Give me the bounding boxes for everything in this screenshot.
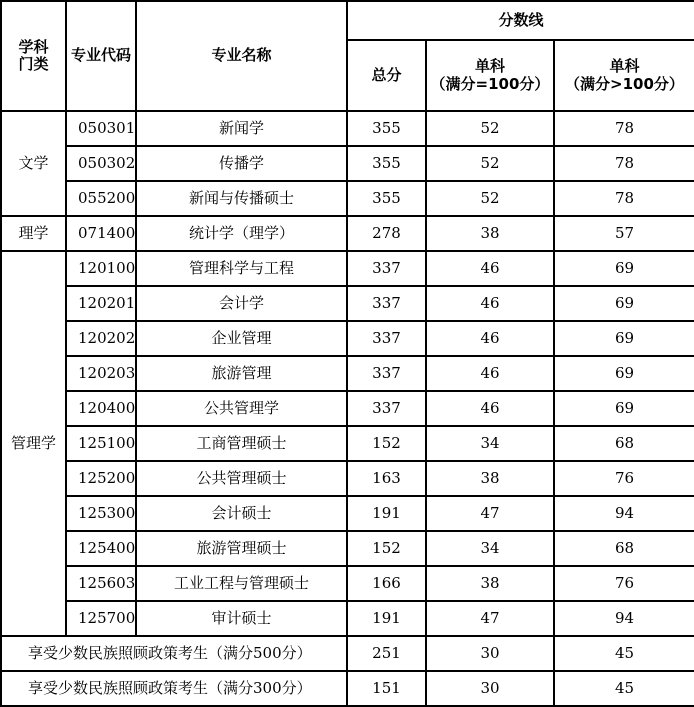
category-cell: 理学 [1, 216, 66, 251]
total-cell: 337 [347, 356, 426, 391]
table-row [1, 601, 694, 636]
total-cell: 152 [347, 531, 426, 566]
single-100-cell: 38 [426, 216, 554, 251]
table-row [1, 146, 694, 181]
header-row-1 [1, 1, 694, 40]
total-cell: 337 [347, 321, 426, 356]
header-code: 专业代码 [66, 1, 136, 111]
code-cell: 055200 [66, 181, 136, 216]
total-cell: 152 [347, 426, 426, 461]
name-cell: 统计学（理学） [136, 216, 347, 251]
header-single-over-100 [554, 40, 694, 111]
single-100-cell: 30 [426, 671, 554, 706]
name-cell: 审计硕士 [136, 601, 347, 636]
total-cell: 337 [347, 391, 426, 426]
single-100-cell: 52 [426, 111, 554, 146]
table-row [1, 216, 694, 251]
header-single-100-line2: （满分=100分） [430, 74, 550, 93]
single-over-100-cell: 57 [554, 216, 694, 251]
single-100-cell: 46 [426, 356, 554, 391]
header-single-100 [426, 40, 554, 111]
special-label-cell: 享受少数民族照顾政策考生（满分300分） [1, 671, 347, 706]
single-over-100-cell: 78 [554, 146, 694, 181]
header-name: 专业名称 [136, 1, 347, 111]
header-category-line2: 门类 [18, 55, 49, 73]
category-cell: 管理学 [1, 251, 66, 636]
code-cell: 125100 [66, 426, 136, 461]
single-100-cell: 46 [426, 286, 554, 321]
category-cell: 文学 [1, 111, 66, 216]
table-row [1, 391, 694, 426]
code-cell: 120201 [66, 286, 136, 321]
single-100-cell: 46 [426, 391, 554, 426]
table-row [1, 111, 694, 146]
name-cell: 工商管理硕士 [136, 426, 347, 461]
header-single-over-100-line2: （满分>100分） [565, 74, 684, 93]
name-cell: 传播学 [136, 146, 347, 181]
total-cell: 355 [347, 146, 426, 181]
single-over-100-cell: 69 [554, 286, 694, 321]
total-cell: 355 [347, 111, 426, 146]
single-100-cell: 34 [426, 531, 554, 566]
special-row [1, 636, 694, 671]
code-cell: 125200 [66, 461, 136, 496]
header-single-over-100-line1: 单科 [609, 57, 640, 76]
code-cell: 050302 [66, 146, 136, 181]
table-row [1, 566, 694, 601]
total-cell: 251 [347, 636, 426, 671]
name-cell: 旅游管理硕士 [136, 531, 347, 566]
name-cell: 新闻学 [136, 111, 347, 146]
name-cell: 管理科学与工程 [136, 251, 347, 286]
single-over-100-cell: 45 [554, 636, 694, 671]
name-cell: 企业管理 [136, 321, 347, 356]
code-cell: 120202 [66, 321, 136, 356]
single-100-cell: 38 [426, 566, 554, 601]
single-over-100-cell: 76 [554, 566, 694, 601]
single-over-100-cell: 94 [554, 496, 694, 531]
total-cell: 191 [347, 601, 426, 636]
header-total: 总分 [347, 40, 426, 111]
single-over-100-cell: 68 [554, 531, 694, 566]
single-100-cell: 47 [426, 496, 554, 531]
single-over-100-cell: 94 [554, 601, 694, 636]
total-cell: 278 [347, 216, 426, 251]
table-row [1, 426, 694, 461]
table-row [1, 531, 694, 566]
code-cell: 120100 [66, 251, 136, 286]
table-row [1, 321, 694, 356]
name-cell: 公共管理硕士 [136, 461, 347, 496]
single-over-100-cell: 78 [554, 181, 694, 216]
code-cell: 125300 [66, 496, 136, 531]
single-100-cell: 52 [426, 146, 554, 181]
single-over-100-cell: 76 [554, 461, 694, 496]
header-category-line1: 学科 [18, 37, 49, 56]
header-single-100-line1: 单科 [474, 57, 505, 76]
single-100-cell: 46 [426, 251, 554, 286]
special-label-cell: 享受少数民族照顾政策考生（满分500分） [1, 636, 347, 671]
code-cell: 120203 [66, 356, 136, 391]
single-over-100-cell: 69 [554, 321, 694, 356]
single-100-cell: 34 [426, 426, 554, 461]
total-cell: 337 [347, 251, 426, 286]
single-over-100-cell: 68 [554, 426, 694, 461]
table-row [1, 251, 694, 286]
total-cell: 355 [347, 181, 426, 216]
single-100-cell: 47 [426, 601, 554, 636]
header-score-group: 分数线 [347, 1, 694, 40]
total-cell: 151 [347, 671, 426, 706]
name-cell: 旅游管理 [136, 356, 347, 391]
code-cell: 125400 [66, 531, 136, 566]
single-over-100-cell: 69 [554, 391, 694, 426]
name-cell: 工业工程与管理硕士 [136, 566, 347, 601]
total-cell: 337 [347, 286, 426, 321]
code-cell: 071400 [66, 216, 136, 251]
code-cell: 120400 [66, 391, 136, 426]
single-over-100-cell: 69 [554, 356, 694, 391]
single-100-cell: 38 [426, 461, 554, 496]
total-cell: 191 [347, 496, 426, 531]
single-100-cell: 46 [426, 321, 554, 356]
single-over-100-cell: 69 [554, 251, 694, 286]
total-cell: 163 [347, 461, 426, 496]
single-over-100-cell: 45 [554, 671, 694, 706]
name-cell: 会计学 [136, 286, 347, 321]
single-over-100-cell: 78 [554, 111, 694, 146]
name-cell: 会计硕士 [136, 496, 347, 531]
total-cell: 166 [347, 566, 426, 601]
special-row [1, 671, 694, 706]
single-100-cell: 30 [426, 636, 554, 671]
table-row [1, 286, 694, 321]
table-row [1, 461, 694, 496]
code-cell: 050301 [66, 111, 136, 146]
name-cell: 新闻与传播硕士 [136, 181, 347, 216]
table-row [1, 496, 694, 531]
single-100-cell: 52 [426, 181, 554, 216]
code-cell: 125700 [66, 601, 136, 636]
name-cell: 公共管理学 [136, 391, 347, 426]
table-row [1, 356, 694, 391]
table-row [1, 181, 694, 216]
header-category [1, 1, 66, 111]
code-cell: 125603 [66, 566, 136, 601]
